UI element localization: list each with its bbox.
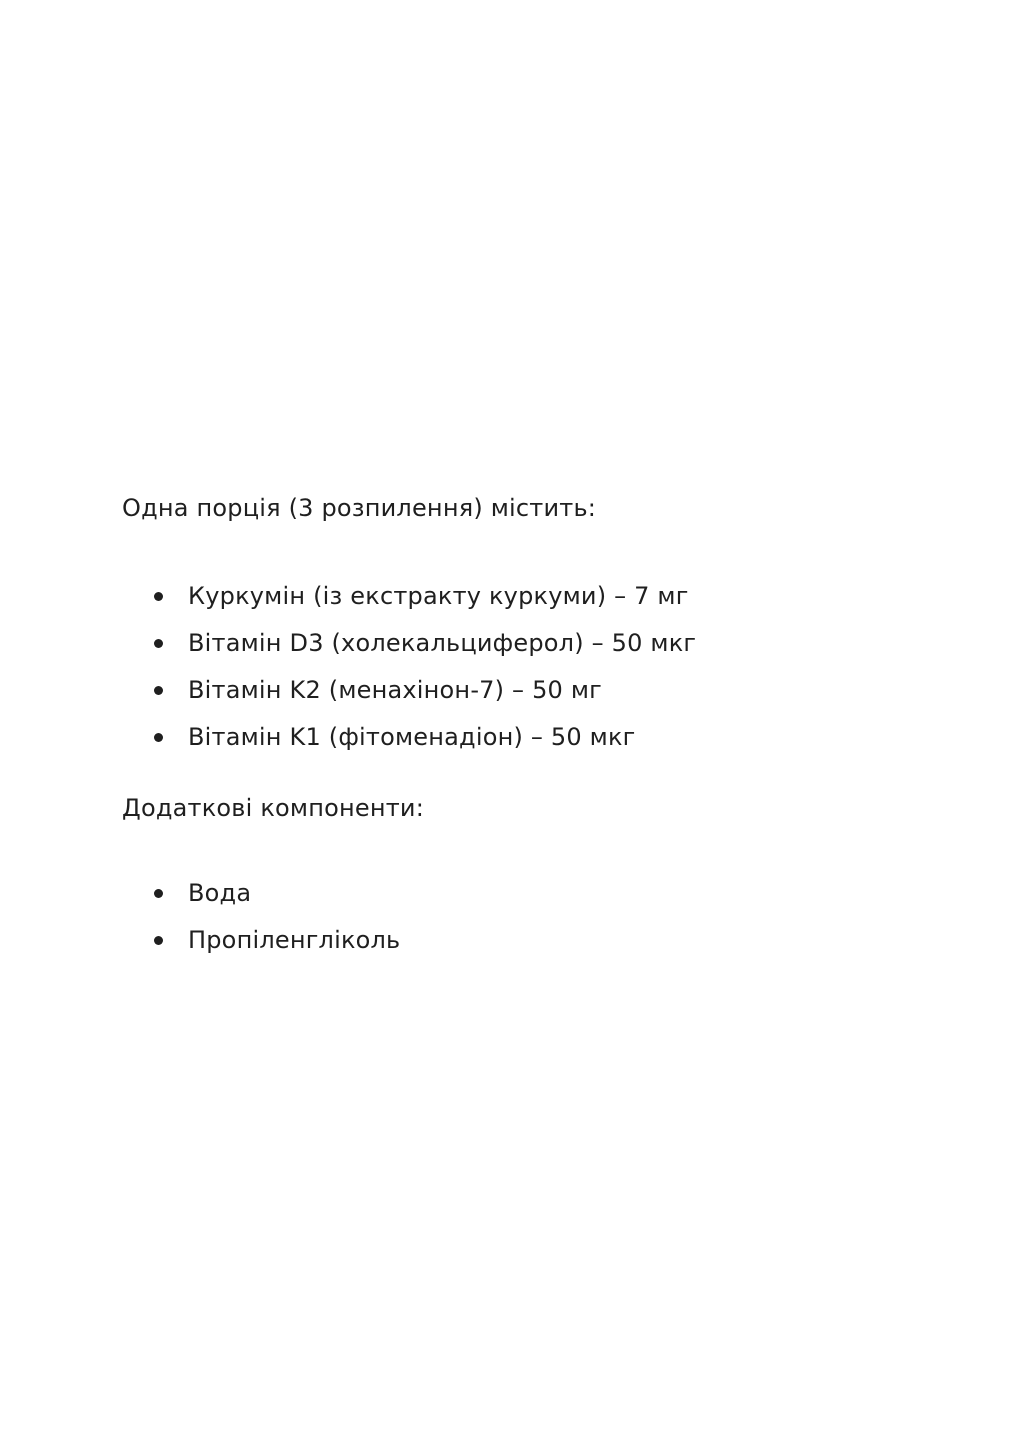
list-item: Вода	[122, 878, 424, 925]
serving-list	[122, 581, 696, 769]
list-item: Вітамін K1 (фітоменадіон) – 50 мкг	[122, 722, 696, 769]
list-item: Вітамін D3 (холекальциферол) – 50 мкг	[122, 628, 696, 675]
additional-list	[122, 878, 424, 972]
list-item: Куркумін (із екстракту куркуми) – 7 мг	[122, 581, 696, 628]
serving-heading: Одна порція (3 розпилення) містить:	[122, 494, 597, 522]
serving-section	[122, 493, 696, 769]
additional-section	[122, 793, 424, 972]
list-item: Пропіленгліколь	[122, 925, 424, 972]
additional-heading: Додаткові компоненти:	[122, 794, 425, 822]
list-item: Вітамін K2 (менахінон-7) – 50 мг	[122, 675, 696, 722]
